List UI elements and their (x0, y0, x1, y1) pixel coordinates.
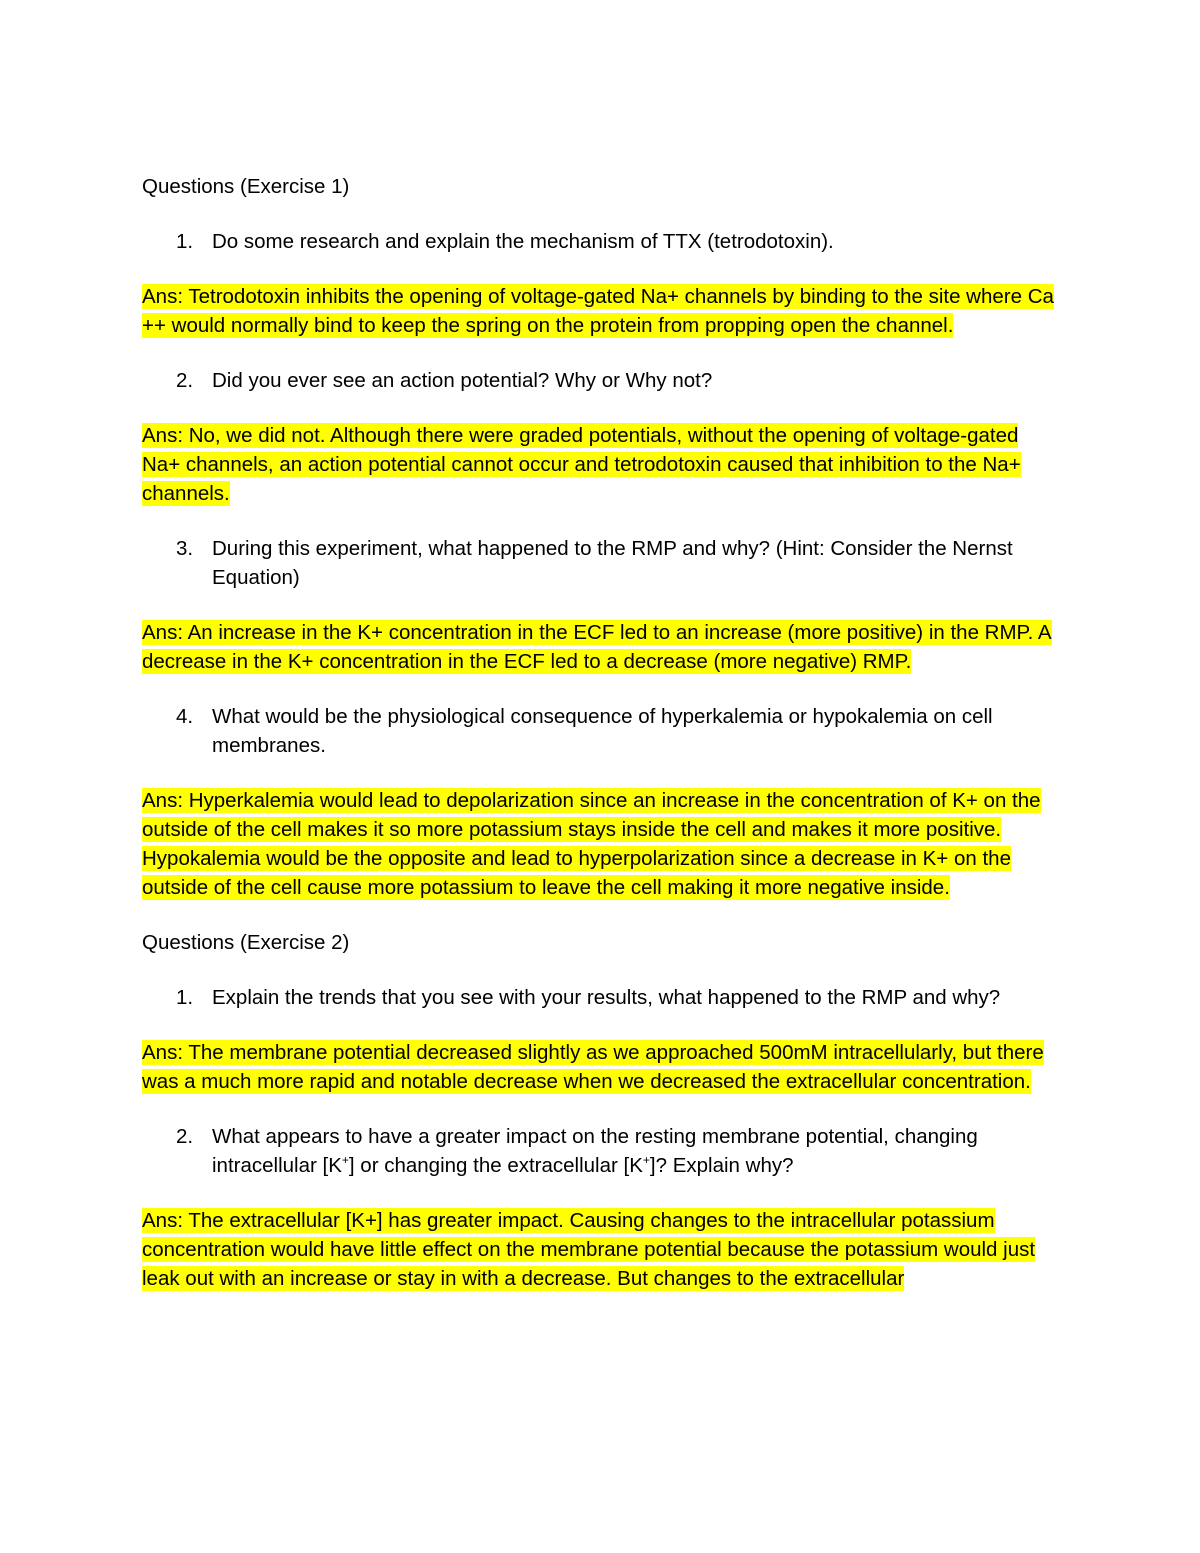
answer-text (142, 1038, 1062, 1096)
question-item (142, 366, 1062, 395)
answer-highlight: Ans: No, we did not. Although there were graded potentials, without the opening of voltage-gated Na+ channels, an action potential cannot occur and tetrodotoxin caused that inhibition to the Na+ channels. (142, 424, 1021, 505)
question-text-part: ]? Explain why? (649, 1154, 794, 1177)
question-number: 2. (176, 369, 194, 392)
answer-highlight: Ans: Hyperkalemia would lead to depolarization since an increase in the concentration of K+ on the outside of the cell makes it so more potassium stays inside the cell and makes it more positive. Hypokalemia would be the opposite and lead to hyperpolarization since a decrease in K+ on the outside of the cell cause more potassium to leave the cell making it more negative inside. (142, 789, 1041, 899)
question-item (142, 702, 1062, 760)
answer-text (142, 618, 1062, 676)
question-text-part: What appears to have a greater impact on the resting membrane potential, changing intracellular [K (212, 1125, 978, 1177)
document-page (142, 172, 1062, 1293)
question-text: What would be the physiological consequence of hyperkalemia or hypokalemia on cell membranes. (212, 705, 993, 757)
answer-highlight: Ans: Tetrodotoxin inhibits the opening of voltage-gated Na+ channels by binding to the site where Ca ++ would normally bind to keep the spring on the protein from propping open the channel. (142, 285, 1054, 337)
answer-text (142, 421, 1062, 508)
question-item (142, 227, 1062, 256)
exercise2-heading: Questions (Exercise 2) (142, 931, 350, 954)
answer-highlight: Ans: The membrane potential decreased slightly as we approached 500mM intracellularly, but there was a much more rapid and notable decrease when we decreased the extracellular concentration. (142, 1041, 1044, 1093)
answer-text (142, 786, 1062, 902)
superscript-plus: + (642, 1153, 650, 1168)
question-number: 1. (176, 986, 194, 1009)
question-number: 3. (176, 537, 194, 560)
question-number: 4. (176, 705, 194, 728)
question-text (212, 1122, 1062, 1180)
answer-highlight: Ans: The extracellular [K+] has greater impact. Causing changes to the intracellular potassium concentration would have little effect on the membrane potential because the potassium would just leak out with an increase or stay in with a decrease. But changes to the extracellular (142, 1209, 1036, 1290)
question-number: 2. (176, 1125, 194, 1148)
question-text: Explain the trends that you see with your results, what happened to the RMP and why? (212, 986, 1001, 1009)
superscript-plus: + (341, 1153, 349, 1168)
answer-text (142, 282, 1062, 340)
answer-highlight: Ans: An increase in the K+ concentration in the ECF led to an increase (more positive) in the RMP. A decrease in the K+ concentration in the ECF led to a decrease (more negative) RMP. (142, 621, 1052, 673)
question-item (142, 534, 1062, 592)
question-text: Did you ever see an action potential? Why or Why not? (212, 369, 713, 392)
question-number: 1. (176, 230, 194, 253)
answer-text (142, 1206, 1062, 1293)
question-item (142, 983, 1062, 1012)
question-text: Do some research and explain the mechanism of TTX (tetrodotoxin). (212, 230, 834, 253)
question-item (142, 1122, 1062, 1180)
exercise1-heading: Questions (Exercise 1) (142, 175, 350, 198)
question-text-part: ] or changing the extracellular [K (348, 1154, 643, 1177)
question-text: During this experiment, what happened to the RMP and why? (Hint: Consider the Nernst Equation) (212, 537, 1013, 589)
